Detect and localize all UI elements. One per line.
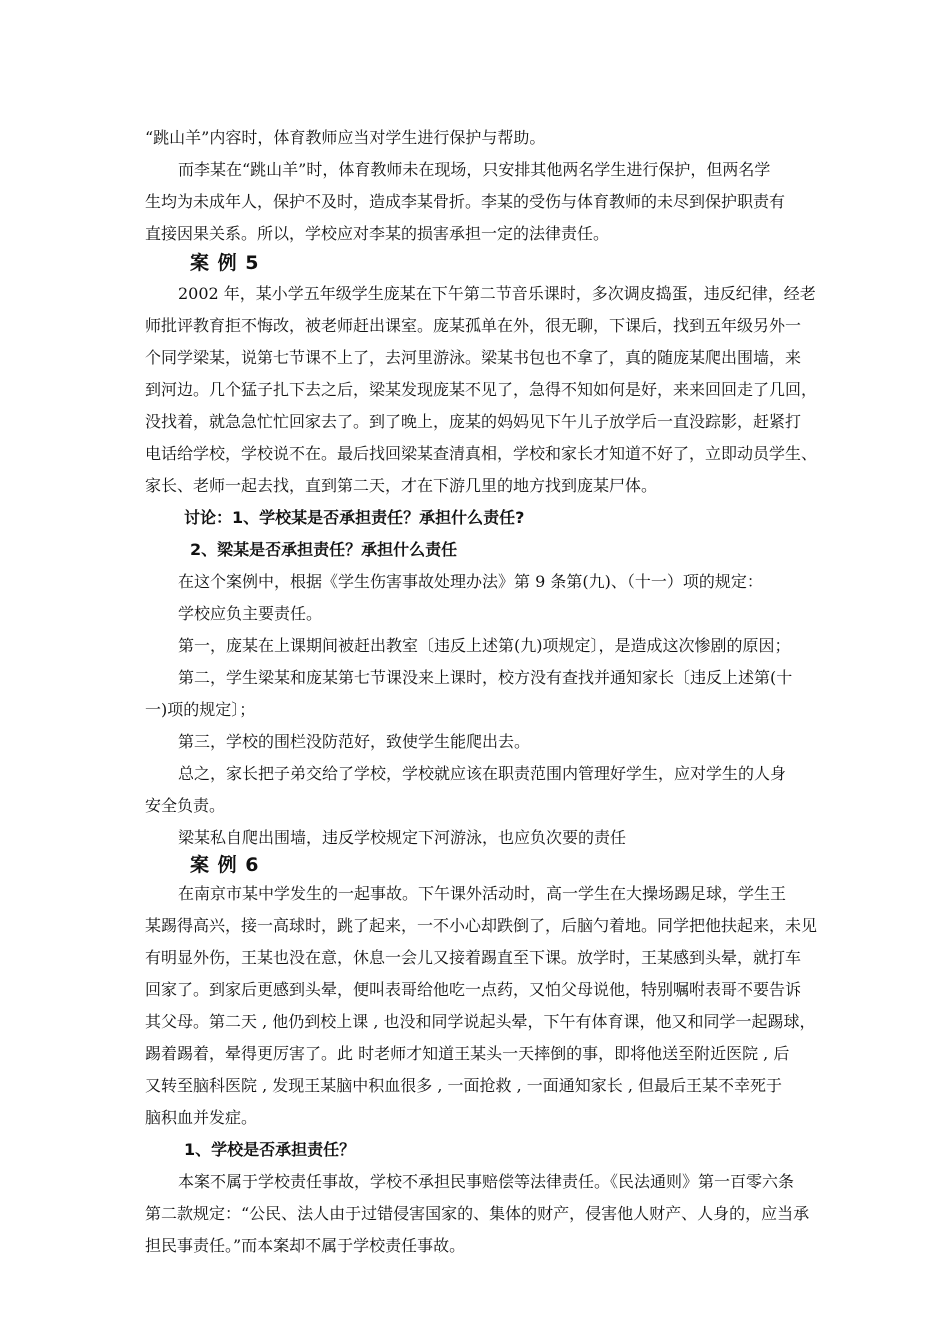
text-line: 2002 年，某小学五年级学生庞某在下午第二节音乐课时，多次调皮捣蛋，违反纪律，经老 <box>178 284 816 303</box>
text-line: 第二款规定：“公民、法人由于过错侵害国家的、集体的财产，侵害他人财产、人身的，应当承 <box>145 1204 810 1223</box>
text-line: 在这个案例中，根据《学生伤害事故处理办法》第 9 条第(九)、（十一）项的规定： <box>178 572 763 591</box>
text-line: 电话给学校，学校说不在。最后找回梁某查清真相，学校和家长才知道不好了，立即动员学生、 <box>145 444 818 463</box>
discussion-question: 讨论：1、学校某是否承担责任？承担什么责任? <box>184 508 525 527</box>
case-heading: 案 例 5 <box>190 252 260 274</box>
text-line: 学校应负主要责任。 <box>178 604 323 623</box>
text-line: 直接因果关系。所以，学校应对李某的损害承担一定的法律责任。 <box>145 224 610 243</box>
case-heading: 案 例 6 <box>190 854 260 876</box>
text-line: 在南京市某中学发生的一起事故。下午课外活动时，高一学生在大操场踢足球，学生王 <box>178 884 787 903</box>
text-line: 又转至脑科医院 , 发现王某脑中积血很多 , 一面抢救 , 一面通知家长 , 但最后王某不幸死于 <box>145 1076 783 1095</box>
text-line: 一)项的规定〕； <box>145 700 256 719</box>
text-line: 有明显外伤，王某也没在意，休息一会儿又接着踢直至下课。放学时，王某感到头晕，就打车 <box>145 948 802 967</box>
text-line: 总之，家长把子弟交给了学校，学校就应该在职责范围内管理好学生，应对学生的人身 <box>178 764 787 783</box>
text-line: 本案不属于学校责任事故，学校不承担民事赔偿等法律责任。《民法通则》第一百零六条 <box>178 1172 795 1191</box>
text-line: 家长、老师一起去找，直到第二天，才在下游几里的地方找到庞某尸体。 <box>145 476 658 495</box>
text-line: 师批评教育拒不悔改，被老师赶出课室。庞某孤单在外，很无聊，下课后，找到五年级另外一 <box>145 316 802 335</box>
text-line: 回家了。到家后更感到头晕，便叫表哥给他吃一点药，又怕父母说他，特别嘱咐表哥不要告诉 <box>145 980 802 999</box>
text-line: 生均为未成年人，保护不及时，造成李某骨折。李某的受伤与体育教师的未尽到保护职责有 <box>145 192 786 211</box>
text-line: 踢着踢着，晕得更厉害了。此 时老师才知道王某头一天摔倒的事，即将他送至附近医院 , 后 <box>145 1044 790 1063</box>
text-line: 担民事责任。”而本案却不属于学校责任事故。 <box>145 1236 466 1255</box>
text-line: 脑积血并发症。 <box>145 1108 258 1127</box>
text-line: “跳山羊”内容时，体育教师应当对学生进行保护与帮助。 <box>145 128 546 147</box>
text-line: 第三，学校的围栏没防范好，致使学生能爬出去。 <box>178 732 531 751</box>
text-line: 个同学梁某，说第七节课不上了，去河里游泳。梁某书包也不拿了，真的随庞某爬出围墙，来 <box>145 348 802 367</box>
text-line: 安全负责。 <box>145 796 226 815</box>
text-line: 其父母。第二天 , 他仍到校上课 , 也没和同学说起头晕，下午有体育课，他又和同学一起踢球， <box>145 1012 816 1031</box>
text-line: 梁某私自爬出围墙，违反学校规定下河游泳，也应负次要的责任 <box>178 828 627 847</box>
text-line: 某踢得高兴，接一高球时，跳了起来，一不小心却跌倒了，后脑勺着地。同学把他扶起来，未见 <box>145 916 818 935</box>
sub-question: 1、学校是否承担责任？ <box>184 1140 356 1159</box>
text-line: 第一，庞某在上课期间被赶出教室〔违反上述第(九)项规定〕，是造成这次惨剧的原因； <box>178 636 791 655</box>
text-line: 第二，学生梁某和庞某第七节课没来上课时，校方没有查找并通知家长〔违反上述第(十 <box>178 668 793 687</box>
text-line: 而李某在“跳山羊”时，体育教师未在现场，只安排其他两名学生进行保护，但两名学 <box>178 160 771 179</box>
text-line: 到河边。几个猛子扎下去之后，梁某发现庞某不见了，急得不知如何是好，来来回回走了几回， <box>145 380 818 399</box>
text-line: 没找着，就急急忙忙回家去了。到了晚上，庞某的妈妈见下午儿子放学后一直没踪影，赶紧打 <box>145 412 802 431</box>
discussion-question: 2、梁某是否承担责任？承担什么责任 <box>190 540 458 559</box>
